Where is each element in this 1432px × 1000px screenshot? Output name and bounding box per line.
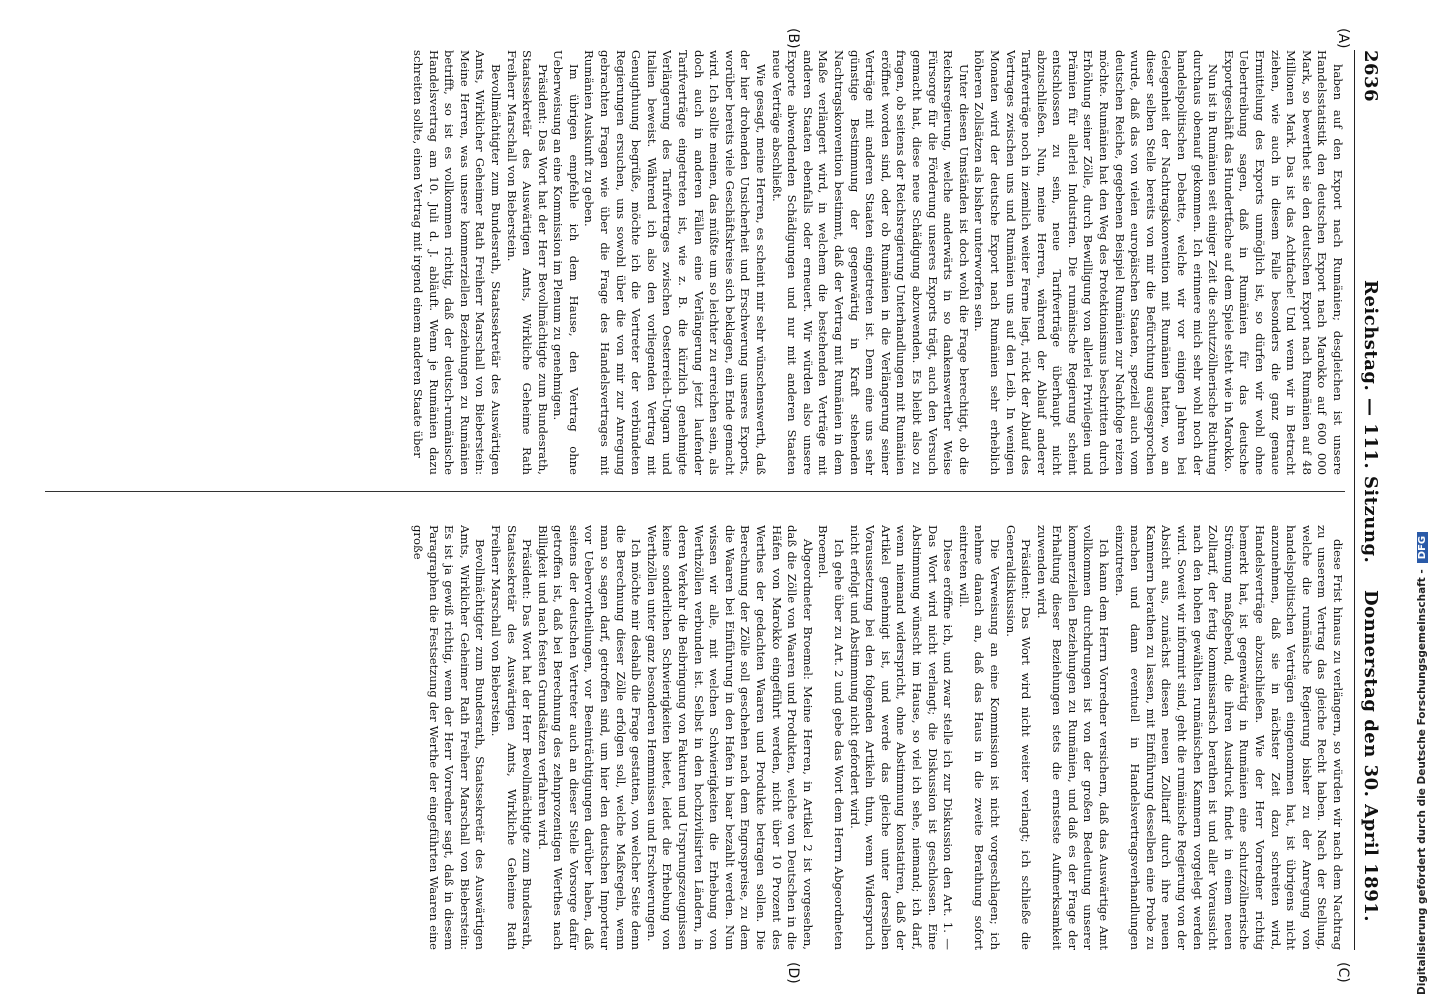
paragraph: Im übrigen empfehle ich dem Hause, den Vertrag ohne Ueberweisung an eine Kommission im Plenum zu genehmigen. [551, 50, 581, 475]
paragraph: Ich kann dem Herrn Vorredner versichern, daß das Auswärtige Amt vollkommen durchdrungen ist von der großen Bedeutung unserer kommerziellen Beziehungen zu Rumänien, und daß es der Frage der Erhaltung dieser Beziehungen stets die ernsteste Aufmerksamkeit zuwenden wird. [1034, 525, 1112, 950]
paragraph: Nun ist in Rumänien seit einiger Zeit die schutzzöllnerische Richtung durchaus obenauf gekommen. Ich erinnere mich sehr wohl noch der handelspolitischen Debatte, welche wir vor einigen Jahren bei Gelegenheit der Nachtragskonvention mit Rumänien hatten, wo an dieser selben Stelle bereits von mir die Befürchtung ausgesprochen wurde, daß das von vielen europäischen Staaten, speziell auch vom deutschen Reiche, gegebenen Beispiel Rumänien zur Nachfolge reizen möchte. Rumänien hat den Weg des Protektionismus beschritten durch Erhöhung seiner Zölle, durch Bewilligung von allerlei Privilegien und Prämien für allerlei Industrien. Die rumänische Regierung scheint entschlossen zu sein, neue Tarifverträge überhaupt nicht abzuschließen. Nun, meine Herren, während der Ablauf anderer Tarifverträge noch in ziemlich weiter Ferne liegt, rückt der Ablauf des Vertrages zwischen uns und Rumänien uns auf den Leib. In wenigen Monaten wird der deutsche Export nach Rumänien sehr erheblich höheren Zollsätzen als bisher unterworfen sein. [972, 50, 1221, 475]
paragraph: Wie gesagt, meine Herren, es scheint mir sehr wünschenswerth, daß der hier drohenden Unsicherheit und Erschwerung unseres Exports, worüber bereits viele Geschäftskreise sich beklagen, ein Ende gemacht wird. Ich sollte meinen, das müßte um so leichter zu erreichen sein, als doch auch in anderen Fällen eine Verlängerung jetzt laufender Tarifverträge eingetreten ist, wie z. B. die kürzlich genehmigte Verlängerung des Tarifvertrages zwischen Oesterreich-Ungarn und Italien beweist. Während ich also den vorliegenden Vertrag mit Genugthuung begrüße, möchte ich die Vertreter der verbündeten Regierungen ersuchen, uns sowohl über die von mir zur Anregung gebrachten Fragen wie über die Frage des Handelsvertrages mit Rumänien Auskunft zu geben. [582, 50, 769, 475]
margin-marker-a: (A) [1335, 28, 1351, 49]
paragraph: haben auf den Export nach Rumänien; desgleichen ist unsere Handelsstatistik den deutschen Export nach Marokko auf 600 000 Mark, so bewerthet sie den deutschen Export nach Rumänien auf 48 Millionen Mark. Das ist das Achtfache! Und wenn wir in Betracht ziehen, wie auch in diesem Falle besonders die ganz genaue Ermittelung des Exports unmöglich ist, so dürfen wir wohl ohne Uebertreibung sagen, daß in Rumänien für das deutsche Exportgeschäft das Hundertfache auf dem Spiele steht wie in Marokko. [1221, 50, 1345, 475]
paragraph: Diese eröffne ich, und zwar stelle ich zur Diskussion den Art. 1. — Das Wort wird nicht verlangt; die Diskussion ist geschlossen. Eine Abstimmung wünscht im Hause, so viel ich sehe, niemand; ich darf, wenn niemand widerspricht, ohne Abstimmung konstatiren, daß der Artikel genehmigt ist, und werde das gleiche unter derselben Voraussetzung bei den folgenden Artikeln thun, wenn Widerspruch nicht erfolgt und Abstimmung nicht gefordert wird. [847, 525, 956, 950]
paragraph: diese Frist hinaus zu verlängern, so würden wir nach dem Nachtrag zu unserem Vertrag das gleiche Recht haben. Nach der Stellung, welche die rumänische Regierung bisher zu der Anregung von handelspolitischen Verträgen eingenommen hat, ist übrigens nicht anzunehmen, daß sie in nächster Zeit dazu schreiten wird, Handelsverträge abzuschließen. Wie der Herr Vorredner richtig bemerkt hat, ist gegenwärtig in Rumänien eine schutzzöllnerische Strömung maßgebend, die ihren Ausdruck findet in einem neuen Zolltarif, der fertig kommissarisch berathen ist und aller Voraussicht nach den hohen gewählten rumänischen Kammern vorgelegt werden wird. Soweit wir informirt sind, geht die rumänische Regierung von der Absicht aus, zunächst diesen neuen Zolltarif durch ihre neuen Kammern berathen zu lassen, mit Einführung desselben eine Probe zu machen und dann eventuell in Handelsvertragsverhandlungen einzutreten. [1112, 525, 1345, 950]
paragraph: Präsident: Das Wort hat der Herr Bevollmächtigte zum Bundesrath, Staatssekretär des Auswärtigen Amts, Wirkliche Geheime Rath Freiherr Marschall von Bieberstein. [488, 525, 535, 950]
session-date: Donnerstag den 30. April 1891. [1360, 590, 1381, 923]
right-column [45, 525, 1345, 950]
margin-marker-c: (C) [1335, 962, 1351, 983]
paragraph: Ich gehe über zu Art. 2 und gebe das Wort dem Herrn Abgeordneten Broemel. [816, 525, 846, 950]
left-column [45, 50, 1345, 475]
paragraph: Präsident: Das Wort hat der Herr Bevollmächtigte zum Bundesrath, Staatssekretär des Auswärtigen Amts, Wirkliche Geheime Rath Freiherr Marschall von Bieberstein. [504, 50, 550, 475]
paragraph: Bevollmächtigter zum Bundesrath, Staatssekretär des Auswärtigen Amts, Wirklicher Geheimer Rath Freiherr Marschall von Bieberstein: Es ist ja gewiß richtig, wenn der Herr Vorredner sagt, daß in diesem Paragraphen die Festsetzung der Werthe der eingeführten Waaren eine große [410, 525, 488, 950]
paragraph: Abgeordneter Broemel: Meine Herren, in Artikel 2 ist vorgesehen, daß die Zölle von Waaren und Produkten, welche von Deutschen in die Häfen von Marokko eingeführt werden, nicht über 10 Prozent des Werthes der gedachten Waaren und Produkte betragen sollen. Die Berechnung der Zölle soll geschehen nach dem Engrospreise, zu dem die Waaren bei Einführung in den Hafen in baar bezahlt werden. Nun wissen wir alle, mit welchen Schwierigkeiten die Erhebung von Werthzöllen verbunden ist. Selbst in den hochzivilisirten Ländern, in deren Verkehr die Beibringung von Fakturen und Ursprungszeugnissen keine sonderlichen Schwierigkeiten bietet, leidet die Erhebung von Werthzöllen unter ganz besonderen Hemmnissen und Erschwerungen. [644, 525, 815, 950]
digitization-credit [1416, 532, 1428, 995]
page-number: 2636 [1360, 50, 1381, 103]
paragraph: Bevollmächtigter zum Bundesrath, Staatssekretär des Auswärtigen Amts, Wirklicher Geheimer Rath Freiherr Marschall von Bieberstein: Meine Herren, was unsere kommerziellen Beziehungen zu Rumänien betrifft, so ist es vollkommen richtig, daß der deutsch-rumänische Handelsvertrag am 10. Juli d. J. abläuft. Wenn je Rumänien dazu schreiten sollte, einen Vertrag mit irgend einem anderen Staate über [410, 50, 503, 475]
column-divider [45, 491, 1345, 492]
margin-marker-d: (D) [785, 962, 801, 984]
paragraph: Die Verweisung an eine Kommission ist nicht vorgeschlagen; ich nehme danach an, daß das Haus in die zweite Berathung sofort eintreten will. [956, 525, 1002, 950]
margin-marker-b: (B) [785, 28, 801, 49]
rotated-sheet [21, 10, 1411, 990]
paragraph: Präsident: Das Wort wird nicht weiter verlangt; ich schließe die Generaldiskussion. [1003, 525, 1034, 950]
session-title: Reichstag. — 111. Sitzung. [1360, 280, 1381, 564]
page-header [1354, 50, 1381, 950]
dfg-logo: DFG [1417, 532, 1428, 563]
paragraph: Unter diesen Umständen ist doch wohl die Frage berechtigt, ob die Reichsregierung, welche anderwärts in so dankenswerther Weise Fürsorge für die Förderung unseres Exports trägt, auch den Versuch gemacht hat, diese neue Schädigung abzuwenden. Es bleibt also zu fragen, ob seitens der Reichsregierung Unterhandlungen mit Rumänien eröffnet worden sind, oder ob Rumänien in die Verlängerung seiner Verträge mit anderen Staaten eingetreten ist. Denn eine uns sehr günstige Bestimmung der gegenwärtig in Kraft stehenden Nachtragskonvention bestimmt, daß der Vertrag mit Rumänien in dem Maße verlängert wird, in welchem die bestehenden Verträge mit anderen Staaten ebenfalls oder erneuert. Wir würden also unsere Exporte abwendenden Schädigungen und nur mit anderen Staaten neue Verträge abschließt. [769, 50, 971, 475]
paragraph: Ich möchte mir deshalb die Frage gestatten, von welcher Seite denn die Berechnung dieser Zölle erfolgen soll, welche Maßregeln, wenn man so sagen darf, getroffen sind, um hier den deutschen Importeur vor Uebervortheilungen, vor Beeinträchtigungen darüber haben, daß seitens der deutschen Vertreter auch an dieser Stelle Vorsorge dafür getroffen ist, daß bei Berechnung des zehnprozentigen Werthes nach Billigkeit und nach festen Grundsätzen verfahren wird. [535, 525, 644, 950]
credit-text: Digitalisierung gefördert durch die Deutsche Forschungsgemeinschaft - [1416, 569, 1428, 995]
